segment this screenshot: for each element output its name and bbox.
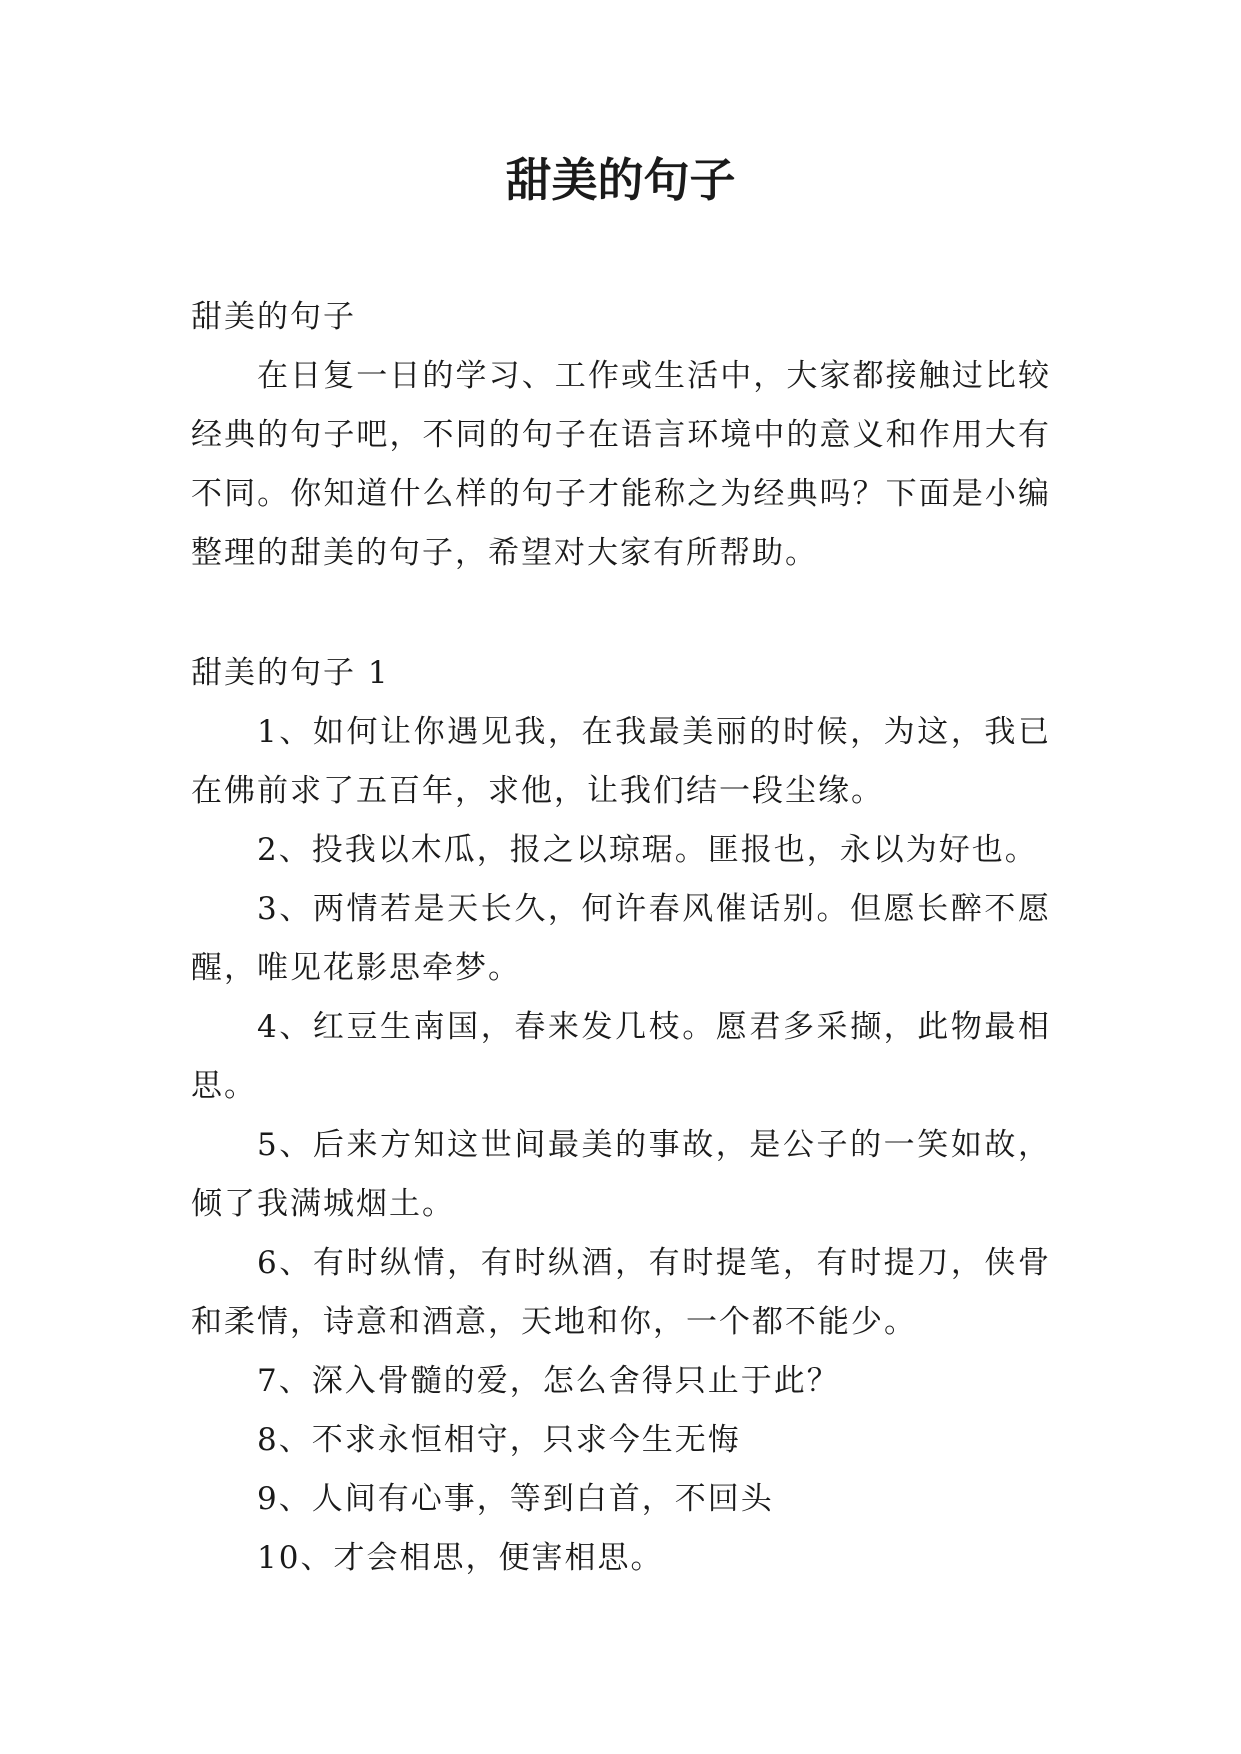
- document-title: 甜美的句子: [505, 153, 736, 207]
- list-item: 3、两情若是天长久，何许春风催话别。但愿长醉不愿醒，唯见花影思牵梦。: [191, 891, 1051, 986]
- subtitle-heading: 甜美的句子: [191, 299, 356, 335]
- list-item: 7、深入骨髓的爱，怎么舍得只止于此？: [257, 1363, 840, 1399]
- list-item: 8、不求永恒相守，只求今生无悔: [257, 1422, 741, 1458]
- list-item: 5、后来方知这世间最美的事故，是公子的一笑如故，倾了我满城烟土。: [191, 1127, 1051, 1222]
- list-item: 2、投我以木瓜，报之以琼琚。匪报也，永以为好也。: [257, 832, 1038, 868]
- paragraph-spacer: [191, 583, 1051, 642]
- list-item: 9、人间有心事，等到白首，不回头: [257, 1481, 774, 1517]
- intro-paragraph: 在日复一日的学习、工作或生活中，大家都接触过比较经典的句子吧，不同的句子在语言环境中的意义和作用大有不同。你知道什么样的句子才能称之为经典吗？下面是小编整理的甜美的句子，希望对大家有所帮助。: [191, 358, 1051, 571]
- section-heading: 甜美的句子 1: [191, 655, 390, 691]
- list-item: 6、有时纵情，有时纵酒，有时提笔，有时提刀，侠骨和柔情，诗意和酒意，天地和你，一个都不能少。: [191, 1245, 1051, 1340]
- list-item: 1、如何让你遇见我，在我最美丽的时候，为这，我已在佛前求了五百年，求他，让我们结一段尘缘。: [191, 714, 1051, 809]
- document-body: [191, 288, 1051, 1588]
- list-item: 4、红豆生南国，春来发几枝。愿君多采撷，此物最相思。: [191, 1009, 1051, 1104]
- list-item: 10、才会相思，便害相思。: [257, 1540, 664, 1576]
